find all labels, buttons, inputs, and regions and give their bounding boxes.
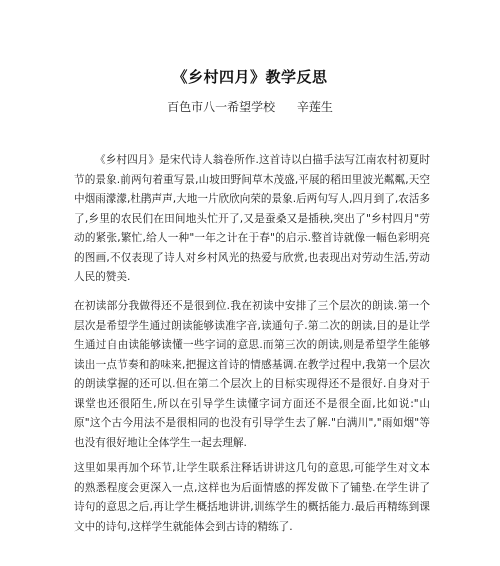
author-name: 辛莲生: [296, 100, 333, 114]
paragraph-2: 在初读部分我做得还不是很到位.我在初读中安排了三个层次的朗读.第一个层次是希望学生通过朗读能够读准字音,读通句子.第二次的朗读,目的是让学生通过自由读能够读懂一些字词的意思.而第三次的朗读,则是希望学生能够读出一点节奏和韵味来,把握这首诗的情感基调.在教学过程中,我第一个层次的朗读掌握的还可以.但在第二个层次上的目标实现得还不是很好.自身对于课堂也还很陌生,所以在引导学生读懂字词方面还不是很全面,比如说:"山原"这个古今用法不是很相同的也没有引导学生去了解."白满川","雨如烟"等也没有很好地让全体学生一起去理解.: [74, 300, 430, 449]
paragraph-3: 这里如果再加个环节,让学生联系注释话讲讲这几句的意思,可能学生对文本的熟悉程度会更深入一点,这样也为后面情感的挥发做下了铺垫.在学生讲了诗句的意思之后,再让学生概括地讲讲,训练学生的概括能力.最后再精练到课文中的诗句,这样学生就能体会到古诗的精练了.: [74, 462, 430, 533]
document-title: 《乡村四月》教学反思: [172, 68, 328, 86]
paragraph-1: 《乡村四月》是宋代诗人翁卷所作.这首诗以白描手法写江南农村初夏时节的景象.前两句着重写景,山坡田野间草木茂盛,平展的稻田里波光粼粼,天空中烟雨濛濛,杜鹃声声,大地一片欣欣向荣的景象.后两句写人,四月到了,农活多了,乡里的农民们在田间地头忙开了,又是蚕桑又是插秧,突出了"乡村四月"劳动的紧张,繁忙,给人一种"一年之计在于春"的启示.整首诗就像一幅色彩明亮的图画,不仅表现了诗人对乡村风光的热爱与欣赏,也表现出对劳动生活,劳动人民的赞美.: [74, 154, 430, 283]
school-name: 百色市八一希望学校: [167, 100, 276, 114]
document-byline: [0, 98, 500, 115]
